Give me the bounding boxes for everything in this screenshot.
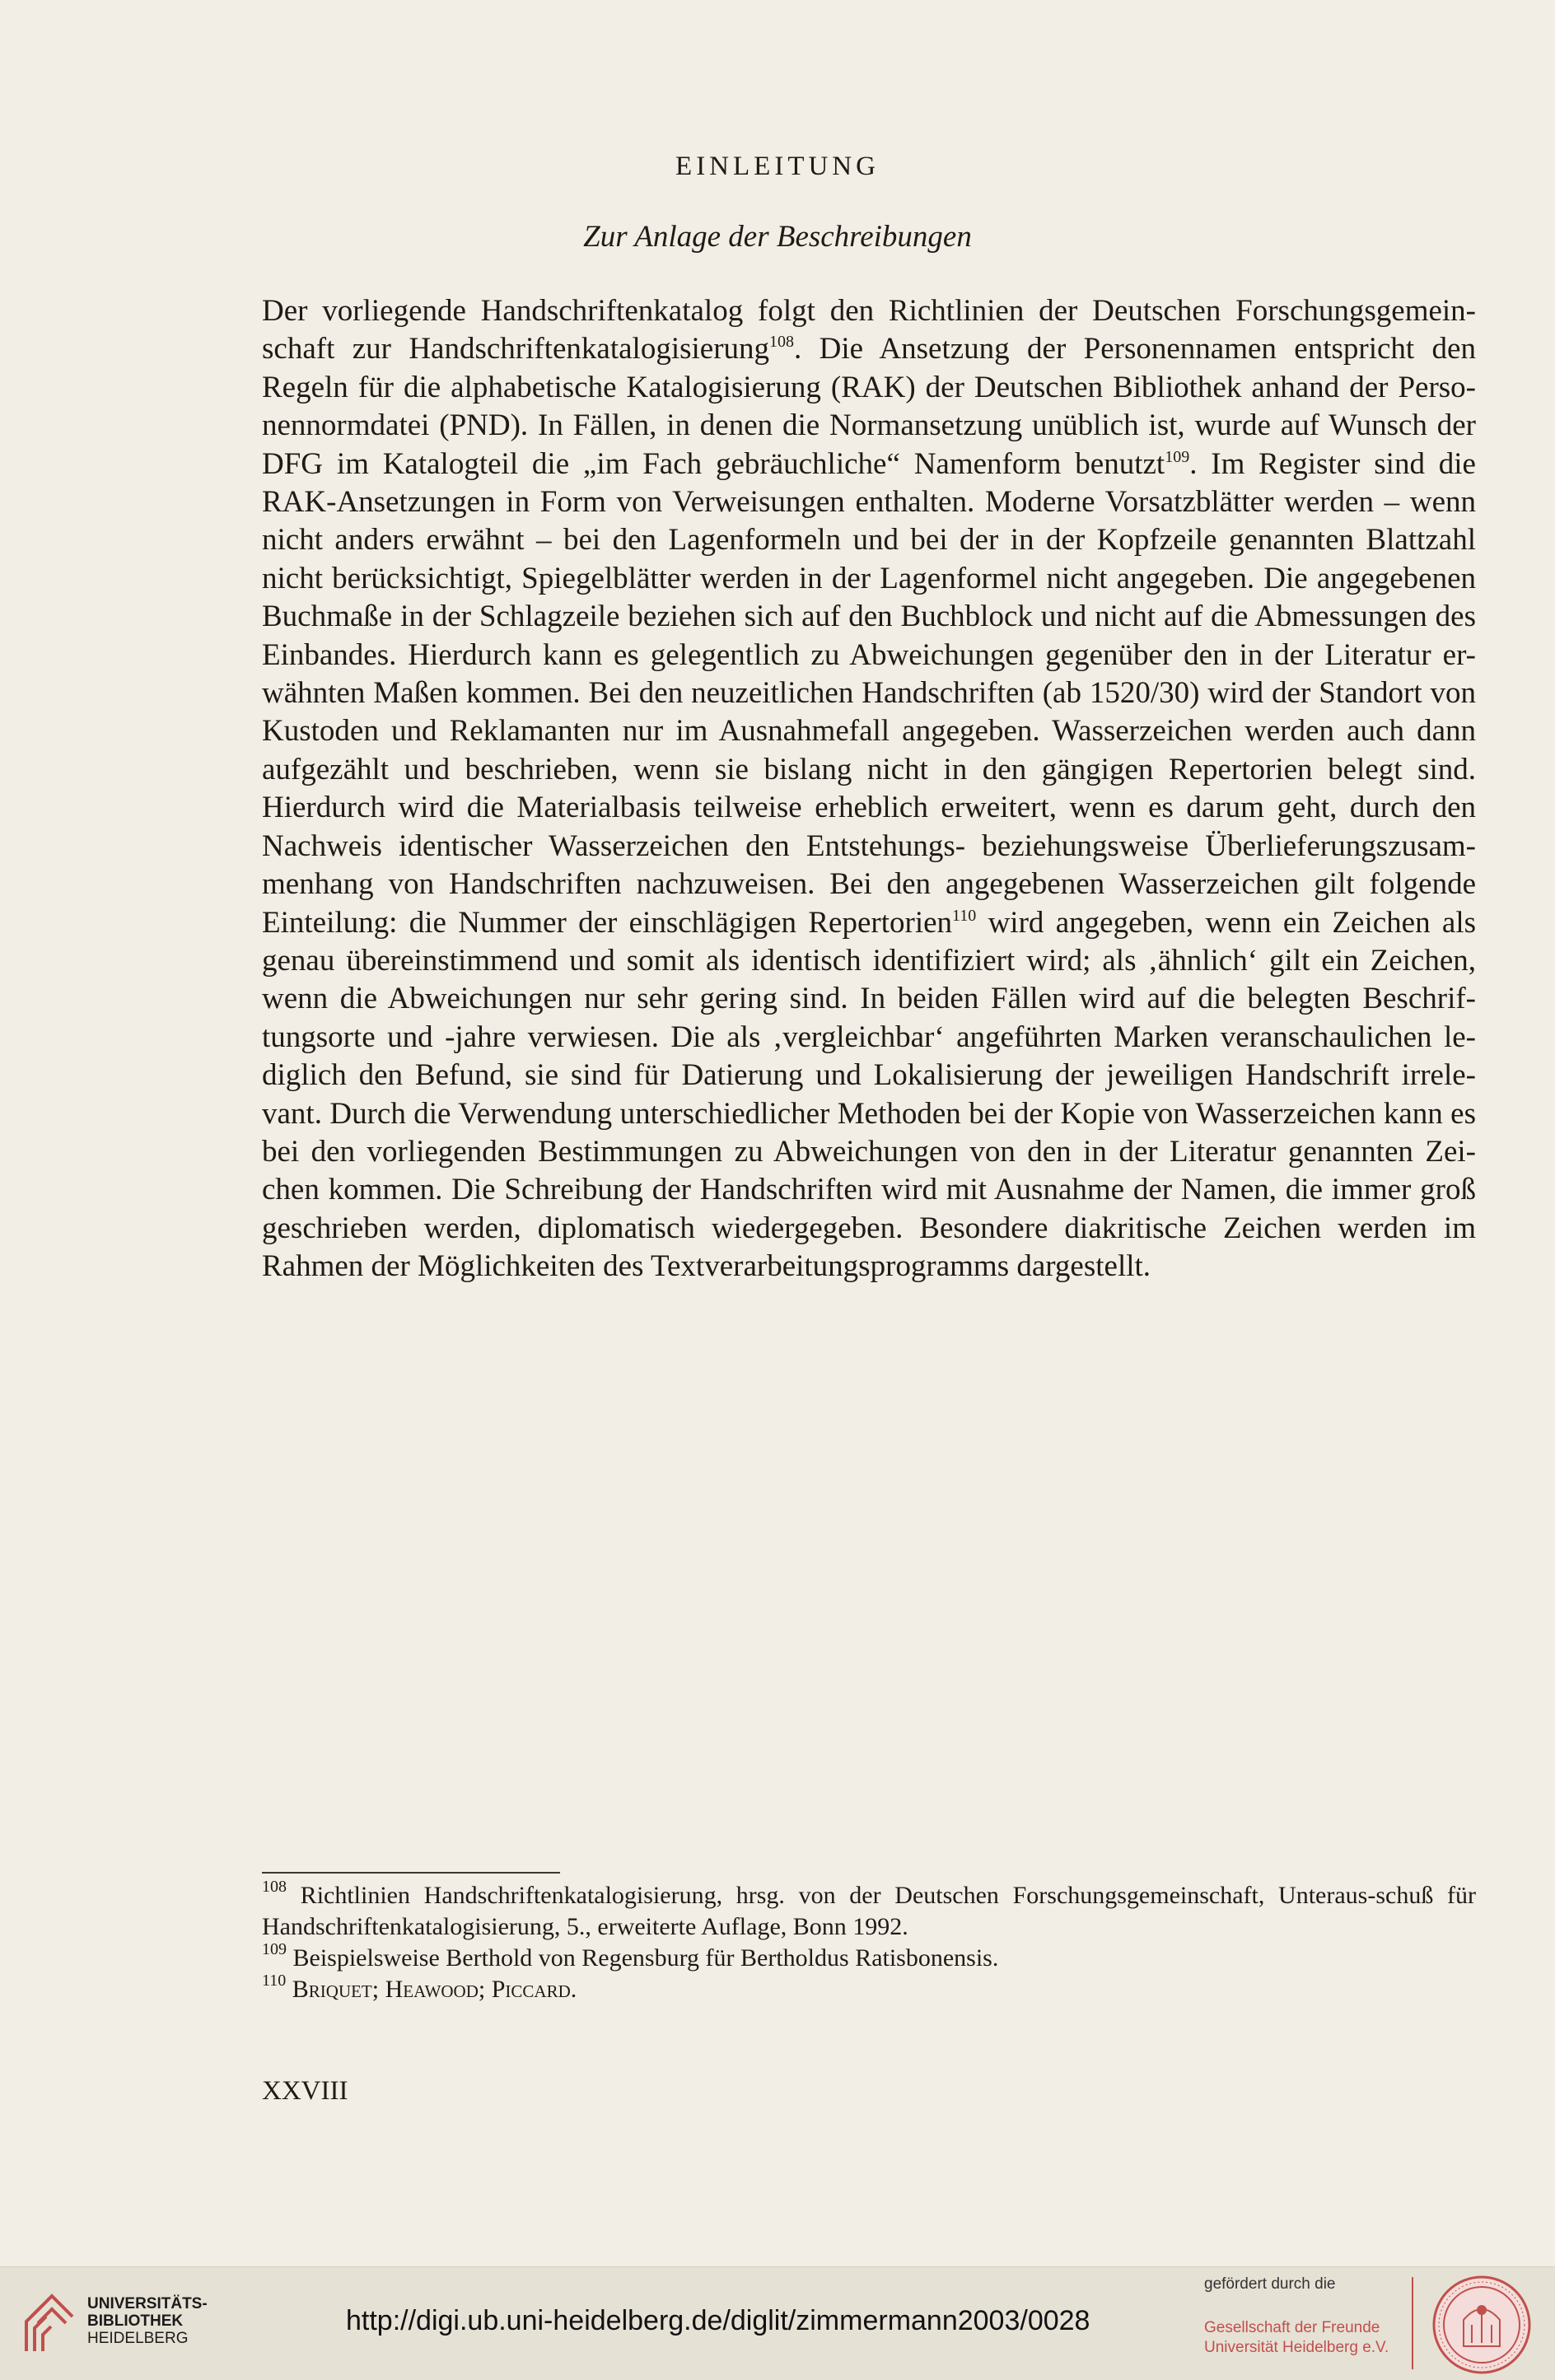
- sponsor-name-line: Universität Heidelberg e.V.: [1204, 2339, 1389, 2356]
- permalink-url[interactable]: http://digi.ub.uni-heidelberg.de/diglit/zimmermann2003/0028: [346, 2305, 1090, 2336]
- footnote-number: 110: [262, 1972, 287, 1990]
- footnote-109: [262, 1940, 1476, 1974]
- library-name-line: BIBLIOTHEK: [87, 2312, 184, 2330]
- body-paragraph: [262, 292, 1476, 1286]
- footnote-ref-108[interactable]: 108: [769, 333, 795, 352]
- library-name-line: HEIDELBERG: [87, 2330, 189, 2347]
- body-text-part: . Im Register sind die RAK-Ansetzungen in Form von Verweisungen enthalten. Moderne Vorsatzblätter werden – wenn nicht anders erwähnt – bei den Lagenformeln und bei der in der Kopfzeile genannten Blattzahl nicht berücksichtigt, Spiegelblätter werden in der Lagenformel nicht angegeben. Die angegebenen Buchmaße in der Schlagzeile beziehen sich auf den Buchblock und nicht auf die Abmessungen des Einbandes. Hierdurch kann es gelegentlich zu Abweichungen gegenüber den in der Literatur er-wähnten Maßen kommen. Bei den neuzeitlichen Handschriften (ab 1520/30) wird der Standort von Kustoden und Reklamanten nur im Ausnahmefall angegeben. Wasserzeichen werden auch dann aufgezählt und beschrieben, wenn sie bislang nicht in den gängigen Repertorien belegt sind. Hierdurch wird die Materialbasis teilweise erheblich erweitert, wenn es darum geht, durch den Nachweis identischer Wasserzeichen den Entstehungs- beziehungsweise Überlieferungszusam-menhang von Handschriften nachzuweisen. Bei den angegebenen Wasserzeichen gilt folgende Einteilung: die Nummer der einschlägigen Repertorien: [262, 446, 1476, 940]
- footnote-110: [262, 1974, 1476, 2005]
- running-head: EINLEITUNG: [675, 152, 880, 181]
- sponsor-divider: [1412, 2277, 1413, 2369]
- sponsor-name-line: Gesellschaft der Freunde: [1204, 2319, 1380, 2336]
- sponsor-prefix: gefördert durch die: [1204, 2275, 1336, 2293]
- footer-bar: [0, 2266, 1555, 2380]
- footnote-108: [262, 1880, 1476, 1943]
- library-name-line: UNIVERSITÄTS-: [87, 2295, 208, 2312]
- page-number: XXVIII: [262, 2076, 348, 2106]
- section-title: Zur Anlage der Beschreibungen: [583, 220, 972, 254]
- body-text-part: . Die Ansetzung der Personennamen entspricht den Regeln für die alphabetische Katalogisierung (RAK) der Deutschen Bibliothek anhand der Perso-nennormdatei (PND). In Fällen, in denen die Normansetzung unüblich ist, wurde auf Wunsch der DFG im Katalogteil die „im Fach gebräuchliche“ Namenform benutzt: [262, 332, 1476, 481]
- body-text-part: Der vorliegende Handschriftenkatalog folgt den Richtlinien der Deutschen Forschungsgemein-schaft zur Handschriftenkatalogisierung: [262, 294, 1476, 366]
- university-seal-icon: [1431, 2274, 1533, 2376]
- footnote-text: Richtlinien Handschriftenkatalogisierung, hrsg. von der Deutschen Forschungsgemeinschaft, Unteraus-schuß für Handschriftenkatalogisierung, 5., erweiterte Auflage, Bonn 1992.: [262, 1882, 1476, 1940]
- library-name: [87, 2295, 208, 2347]
- footnotes: [262, 1880, 1476, 2005]
- footnote-ref-110[interactable]: 110: [952, 906, 977, 925]
- footnote-separator: [262, 1872, 560, 1874]
- footnote-number: 109: [262, 1940, 287, 1958]
- sponsor-name: [1204, 2318, 1389, 2358]
- body-text-part: wird angegeben, wenn ein Zeichen als genau übereinstimmend und somit als identisch identifiziert wird; als ‚ähnlich‘ gilt ein Zeichen, wenn die Abweichungen nur sehr gering sind. In beiden Fällen wird auf die belegten Beschrif-tungsorte und -jahre verwiesen. Die als ‚vergleichbar‘ angeführten Marken veranschaulichen le-diglich den Befund, sie sind für Datierung und Lokalisierung der jeweiligen Handschrift irrele-vant. Durch die Verwendung unterschiedlicher Methoden bei der Kopie von Wasserzeichen kann es bei den vorliegenden Bestimmungen zu Abweichungen von den in der Literatur genannten Zei-chen kommen. Die Schreibung der Handschriften wird mit Ausnahme der Namen, die immer groß geschrieben werden, diplomatisch wiedergegeben. Besondere diakritische Zeichen werden im Rahmen der Möglichkeiten des Textverarbeitungsprogramms dargestellt.: [262, 905, 1476, 1284]
- university-library-logo-icon[interactable]: [15, 2284, 89, 2358]
- footnote-text: Beispielsweise Berthold von Regensburg für Bertholdus Ratisbonensis.: [287, 1944, 999, 1972]
- footnote-text: Briquet; Heawood; Piccard.: [286, 1976, 577, 2003]
- footnote-ref-109[interactable]: 109: [1165, 447, 1190, 466]
- footnote-number: 108: [262, 1878, 287, 1896]
